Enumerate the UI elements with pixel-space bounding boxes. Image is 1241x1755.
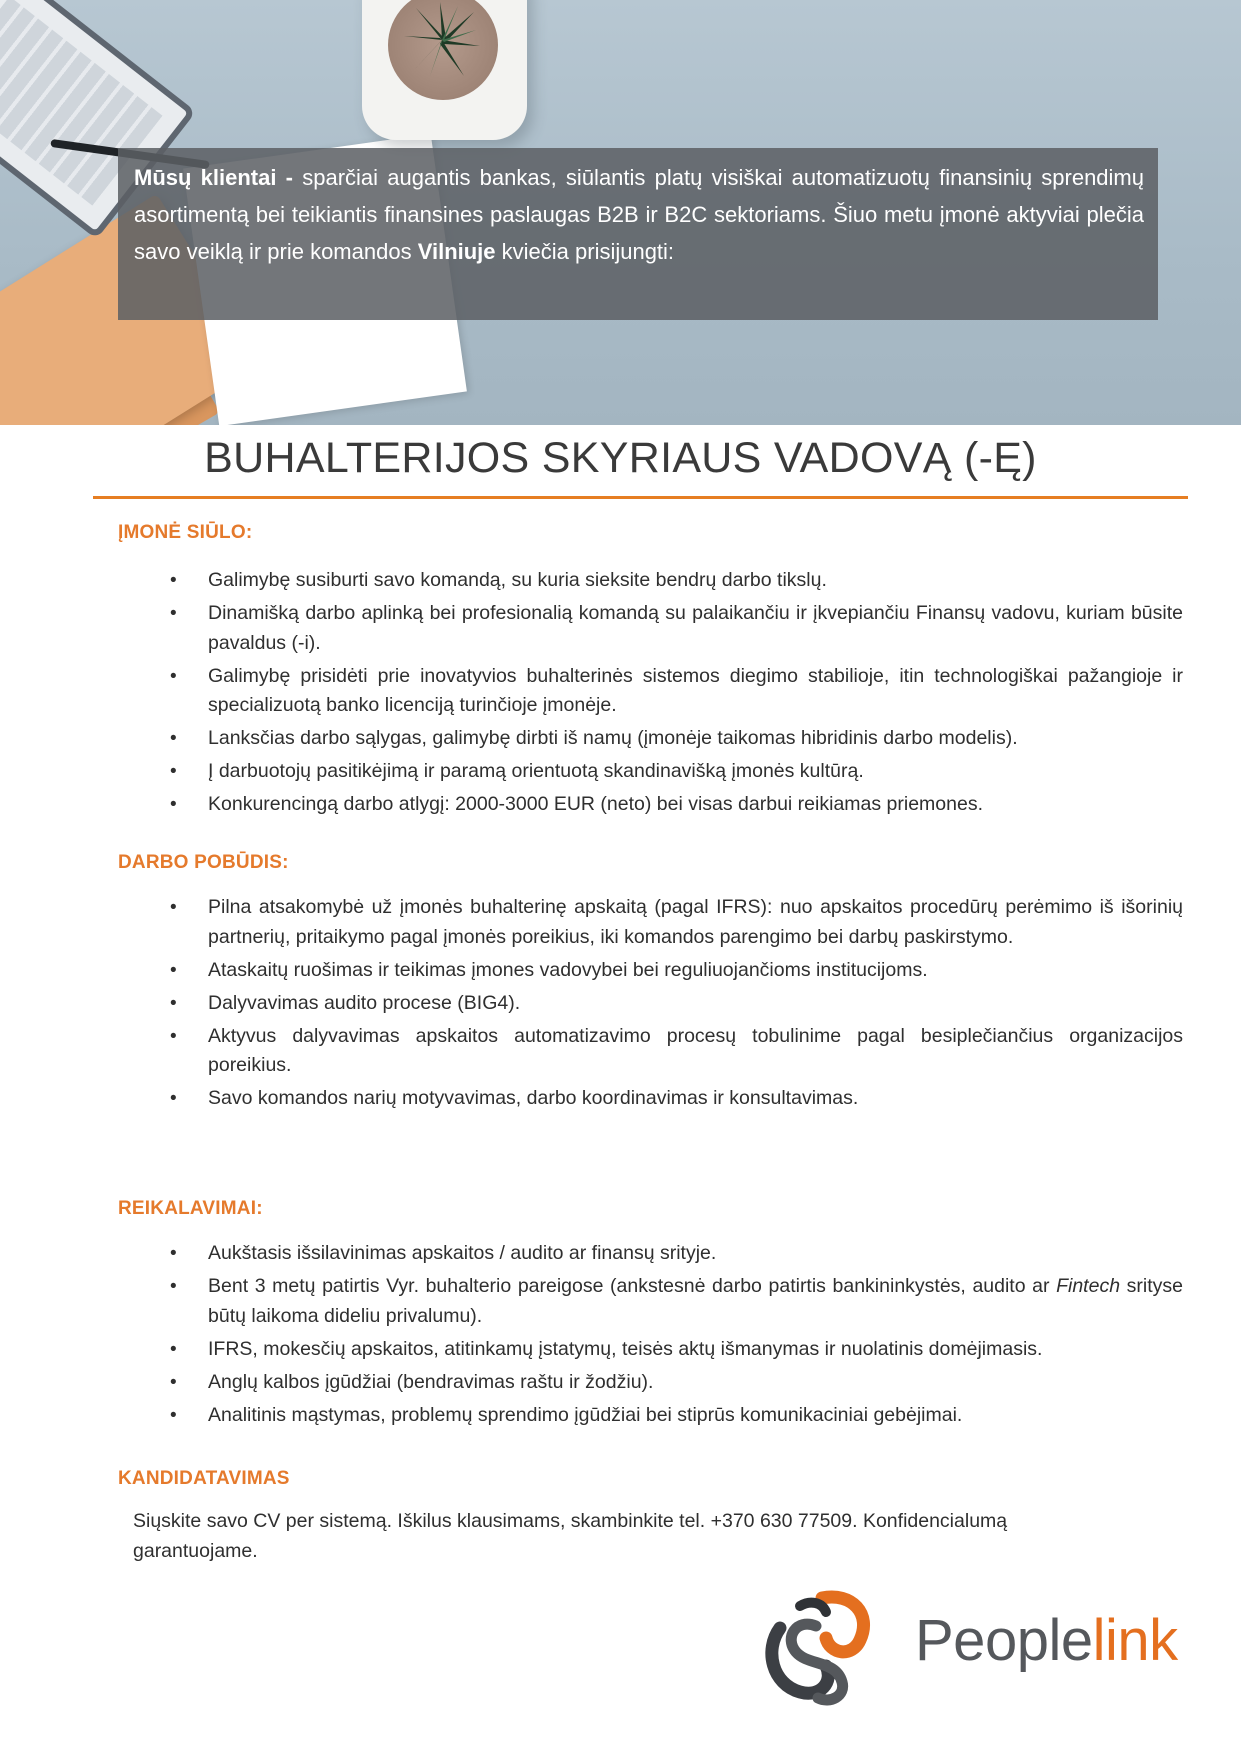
section-heading-duties: DARBO POBŪDIS: — [118, 852, 289, 873]
list-item — [118, 1272, 1183, 1331]
list-item: • Galimybę susiburti savo komandą, su kuria sieksite bendrų darbo tikslų. — [118, 566, 1183, 596]
list-item: • Savo komandos narių motyvavimas, darbo koordinavimas ir konsultavimas. — [118, 1084, 1183, 1114]
list-item: • Konkurencingą darbo atlygį: 2000-3000 EUR (neto) bei visas darbui reikiamas priemones. — [118, 790, 1183, 820]
requirement-emphasis: Fintech — [1056, 1275, 1121, 1297]
list-item: • Į darbuotojų pasitikėjimą ir paramą orientuotą skandinavišką įmonės kultūrą. — [118, 757, 1183, 787]
list-item: • Dalyvavimas audito procese (BIG4). — [118, 989, 1183, 1019]
intro-text-end: kviečia prisijungti: — [495, 239, 675, 264]
peoplelink-logo-icon — [760, 1588, 880, 1708]
logo-word-link: link — [1092, 1608, 1178, 1673]
apply-text: Siųskite savo CV per sistemą. Iškilus klausimams, skambinkite tel. +370 630 77509. Konfidencialumą garantuojame. — [133, 1510, 1008, 1562]
list-item: • IFRS, mokesčių apskaitos, atitinkamų įstatymų, teisės aktų išmanymas ir nuolatinis domėjimasis. — [118, 1335, 1183, 1365]
plant-icon — [402, 0, 482, 80]
header-photo — [0, 0, 1241, 425]
list-item: • Ataskaitų ruošimas ir teikimas įmones vadovybei bei reguliuojančioms institucijoms. — [118, 956, 1183, 986]
intro-city: Vilniuje — [417, 239, 496, 264]
intro-lead: Mūsų klientai - — [134, 165, 294, 190]
requirements-list — [118, 1239, 1183, 1434]
requirement-text: srityse būtų laikoma dideliu privalumu). — [208, 1275, 1183, 1327]
section-heading-requirements: REIKALAVIMAI: — [118, 1198, 263, 1219]
page-title: BUHALTERIJOS SKYRIAUS VADOVĄ (-Ę) — [204, 434, 1037, 482]
intro-box — [118, 148, 1158, 320]
peoplelink-logo — [760, 1588, 1190, 1708]
section-heading-apply: KANDIDATAVIMAS — [118, 1468, 290, 1489]
duties-list — [118, 893, 1183, 1117]
logo-wordmark — [915, 1606, 1178, 1676]
intro-text: sparčiai augantis bankas, siūlantis platų visiškai automatizuotų finansinių sprendimų asortimentą bei teikiantis finansines paslaugas B2B ir B2C sektoriams. Šiuo metu įmonė aktyviai plečia savo veiklą ir prie komandos — [134, 165, 1144, 264]
list-item: • Anglų kalbos įgūdžiai (bendravimas raštu ir žodžiu). — [118, 1368, 1183, 1398]
requirement-text: Bent 3 metų patirtis Vyr. buhalterio pareigose (ankstesnė darbo patirtis bankininkystės, audito ar — [208, 1275, 1057, 1297]
list-item: • Analitinis mąstymas, problemų sprendimo įgūdžiai bei stiprūs komunikaciniai gebėjimai. — [118, 1401, 1183, 1431]
offer-list — [118, 566, 1183, 823]
list-item: • Lanksčias darbo sąlygas, galimybę dirbti iš namų (įmonėje taikomas hibridinis darbo modelis). — [118, 724, 1183, 754]
list-item: • Dinamišką darbo aplinką bei profesionalią komandą su palaikančiu ir įkvepiančiu Finansų vadovu, kuriam būsite pavaldus (-i). — [118, 599, 1183, 658]
list-item: • Galimybę prisidėti prie inovatyvios buhalterinės sistemos diegimo stabilioje, itin technologiškai pažangioje ir specializuotą banko licenciją turinčioje įmonėje. — [118, 662, 1183, 721]
list-item: • Aktyvus dalyvavimas apskaitos automatizavimo procesų tobulinime pagal besiplečiančius organizacijos poreikius. — [118, 1022, 1183, 1081]
list-item: • Pilna atsakomybė už įmonės buhalterinę apskaitą (pagal IFRS): nuo apskaitos procedūrų perėmimo iš išorinių partnerių, pritaikymo pagal įmonės poreikius, iki komandos parengimo bei darbų paskirstymo. — [118, 893, 1183, 952]
section-heading-offer: ĮMONĖ SIŪLO: — [118, 522, 253, 543]
list-item: • Aukštasis išsilavinimas apskaitos / audito ar finansų srityje. — [118, 1239, 1183, 1269]
logo-word-people: People — [915, 1608, 1093, 1673]
title-divider — [93, 496, 1188, 499]
